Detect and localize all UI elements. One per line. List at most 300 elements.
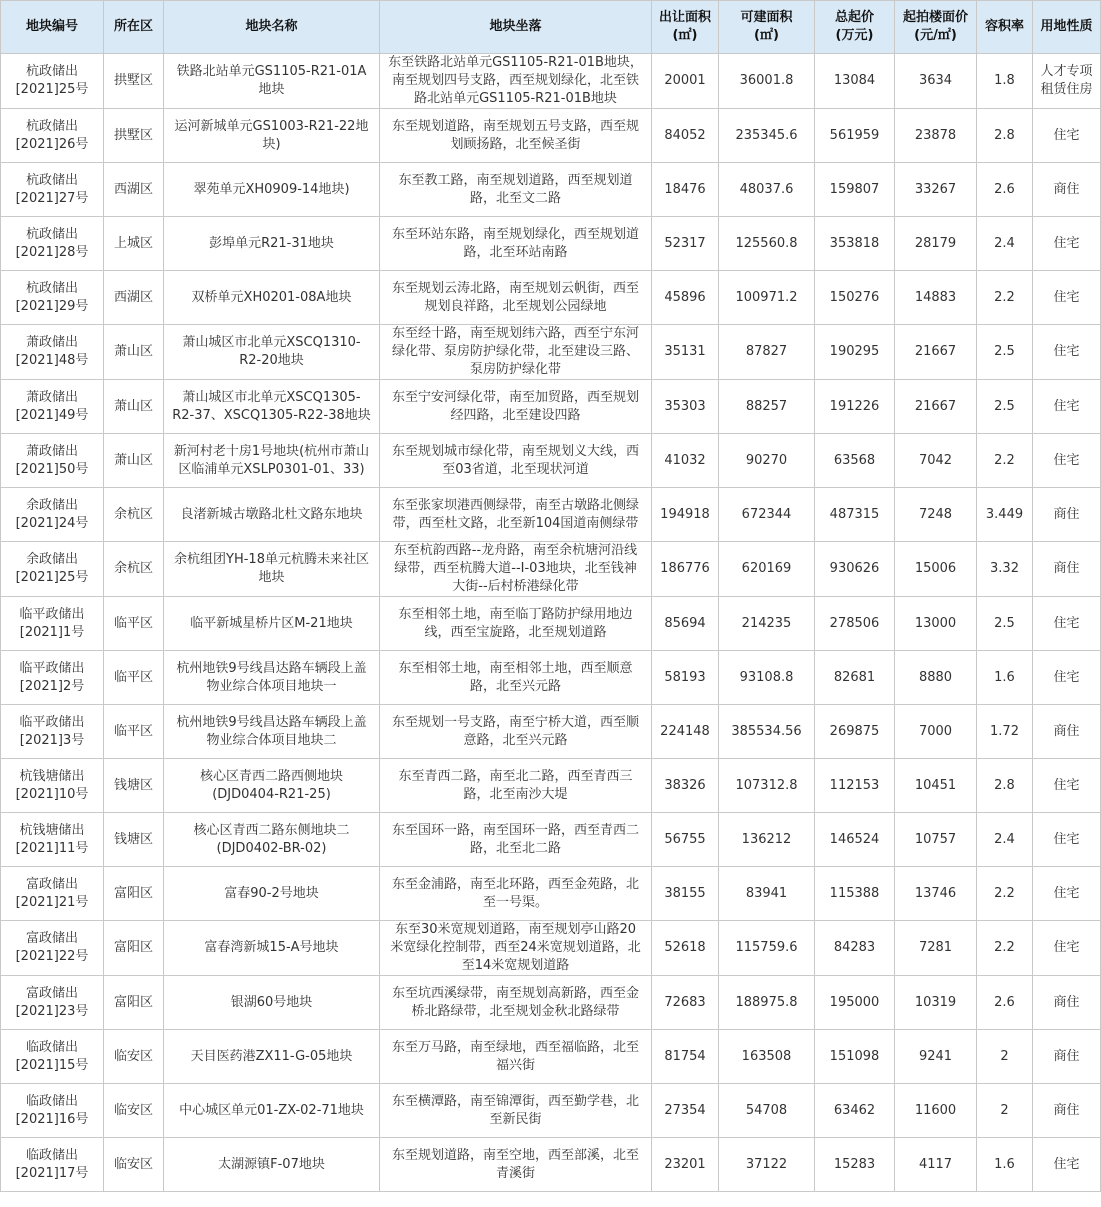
cell-location (380, 759, 652, 813)
cell-id-line: [2021]11号 (15, 840, 89, 856)
cell-location-line: 南至规划四号支路，西至规划绿化，北至铁 (391, 73, 639, 88)
table-row (1, 1030, 1101, 1084)
cell-id-line: 富政储出 (25, 931, 78, 946)
header-build-area-line: 可建面积 (740, 10, 793, 25)
cell-id (1, 434, 104, 488)
cell-id-line: 杭政储出 (25, 280, 78, 296)
cell-name-line: 彭埠单元R21-31地块 (209, 235, 334, 251)
cell-area: 56755 (652, 813, 719, 867)
cell-far: 2 (977, 1084, 1033, 1138)
cell-name (164, 597, 380, 651)
cell-location-line: 东至相邻土地，南至相邻土地，西至顺意 (398, 660, 633, 676)
cell-id-line: 富政储出 (25, 985, 78, 1001)
cell-floor-price: 13000 (895, 597, 977, 651)
cell-name-line: 地块 (258, 82, 285, 97)
cell-district: 临平区 (104, 705, 164, 759)
cell-name (164, 325, 380, 380)
header-name: 地块名称 (164, 1, 380, 54)
cell-name (164, 163, 380, 217)
cell-location-line: 至03省道，北至现状河道 (442, 461, 589, 477)
cell-far: 2.5 (977, 597, 1033, 651)
cell-id-line: [2021]3号 (19, 732, 85, 748)
header-area-line: 出让面积 (658, 10, 711, 25)
table-row (1, 867, 1101, 921)
table-row (1, 380, 1101, 434)
cell-floor-price: 10757 (895, 813, 977, 867)
cell-name (164, 380, 380, 434)
cell-location-line: 东至规划一号支路，南至宁桥大道，西至顺 (391, 714, 639, 730)
cell-floor-price: 11600 (895, 1084, 977, 1138)
cell-location-line: 至一号渠。 (482, 894, 548, 910)
cell-name-line: 富春湾新城15-A号地块 (204, 940, 339, 955)
cell-build-area: 83941 (719, 867, 815, 921)
cell-usage (1033, 976, 1101, 1030)
cell-district: 临平区 (104, 651, 164, 705)
cell-id-line: 萧政储出 (25, 443, 78, 459)
table-row (1, 488, 1101, 542)
cell-district: 西湖区 (104, 271, 164, 325)
cell-start-price: 112153 (815, 759, 895, 813)
cell-district: 拱墅区 (104, 54, 164, 109)
cell-usage (1033, 813, 1101, 867)
cell-far: 2.2 (977, 921, 1033, 976)
cell-id (1, 651, 104, 705)
cell-floor-price: 33267 (895, 163, 977, 217)
cell-id (1, 542, 104, 597)
cell-location-line: 东至规划城市绿化带，南至规划义大线，西 (391, 443, 639, 459)
cell-area: 23201 (652, 1138, 719, 1192)
cell-location (380, 163, 652, 217)
cell-id-line: [2021]10号 (15, 786, 89, 802)
cell-start-price: 82681 (815, 651, 895, 705)
cell-location-line: 东至金浦路，南至北环路，西至金苑路，北 (391, 876, 639, 892)
cell-id-line: [2021]27号 (15, 190, 89, 206)
table-row (1, 109, 1101, 163)
cell-far: 1.8 (977, 54, 1033, 109)
cell-start-price: 195000 (815, 976, 895, 1030)
cell-far: 2 (977, 1030, 1033, 1084)
cell-location-line: 东至经十路，南至规划纬六路，西至宁东河 (391, 326, 639, 341)
table-row (1, 597, 1101, 651)
cell-location (380, 976, 652, 1030)
cell-name (164, 1138, 380, 1192)
cell-district: 西湖区 (104, 163, 164, 217)
cell-build-area: 163508 (719, 1030, 815, 1084)
cell-id-line: 萧政储出 (25, 389, 78, 405)
cell-far: 2.2 (977, 434, 1033, 488)
cell-usage (1033, 434, 1101, 488)
cell-name (164, 759, 380, 813)
cell-usage-line: 住宅 (1053, 452, 1080, 468)
cell-usage (1033, 1138, 1101, 1192)
cell-location-line: 东至杭韵西路--龙舟路，南至余杭塘河沿线 (393, 543, 638, 558)
cell-id-line: [2021]25号 (15, 82, 89, 97)
cell-id-line: 临平政储出 (19, 714, 85, 730)
cell-far: 1.6 (977, 1138, 1033, 1192)
cell-usage-line: 住宅 (1053, 398, 1080, 414)
cell-location (380, 597, 652, 651)
cell-id-line: 杭政储出 (25, 118, 78, 134)
cell-name (164, 271, 380, 325)
cell-district: 钱塘区 (104, 759, 164, 813)
cell-usage-line: 租赁住房 (1040, 82, 1093, 97)
cell-name-line: 核心区青西二路西侧地块 (199, 768, 343, 784)
table-row (1, 1138, 1101, 1192)
cell-usage-line: 商住 (1053, 506, 1080, 522)
cell-build-area: 93108.8 (719, 651, 815, 705)
cell-build-area: 54708 (719, 1084, 815, 1138)
header-start-price-line: 总起价 (834, 10, 874, 25)
cell-id-line: [2021]15号 (15, 1057, 89, 1073)
cell-usage (1033, 54, 1101, 109)
cell-id-line: [2021]21号 (15, 894, 89, 910)
cell-usage-line: 住宅 (1053, 289, 1080, 305)
cell-usage-line: 住宅 (1053, 831, 1080, 847)
cell-name-line: 块) (262, 136, 281, 152)
cell-area: 52618 (652, 921, 719, 976)
cell-start-price: 63568 (815, 434, 895, 488)
cell-area: 52317 (652, 217, 719, 271)
cell-name (164, 867, 380, 921)
table-row (1, 1084, 1101, 1138)
cell-location-line: 路，北至北二路 (469, 840, 561, 856)
cell-location (380, 1138, 652, 1192)
cell-id (1, 597, 104, 651)
cell-floor-price: 10451 (895, 759, 977, 813)
cell-name-line: 余杭组团YH-18单元杭腾未来社区 (174, 552, 369, 567)
cell-name (164, 921, 380, 976)
header-usage: 用地性质 (1033, 1, 1101, 54)
cell-build-area: 100971.2 (719, 271, 815, 325)
cell-id-line: [2021]22号 (15, 949, 89, 964)
cell-build-area: 214235 (719, 597, 815, 651)
cell-far: 2.6 (977, 976, 1033, 1030)
table-row (1, 54, 1101, 109)
cell-start-price: 13084 (815, 54, 895, 109)
cell-far: 2.5 (977, 380, 1033, 434)
header-area (652, 1, 719, 54)
cell-id-line: 杭政储出 (25, 226, 78, 242)
cell-build-area: 235345.6 (719, 109, 815, 163)
cell-area: 72683 (652, 976, 719, 1030)
cell-id-line: [2021]28号 (15, 244, 89, 260)
cell-location-line: 带，西至杜文路，北至新104国道南侧绿带 (392, 515, 639, 531)
cell-district: 上城区 (104, 217, 164, 271)
cell-area: 85694 (652, 597, 719, 651)
cell-usage (1033, 921, 1101, 976)
cell-usage (1033, 380, 1101, 434)
cell-area: 186776 (652, 542, 719, 597)
cell-area: 35131 (652, 325, 719, 380)
cell-id (1, 325, 104, 380)
cell-name (164, 651, 380, 705)
cell-location-line: 划顾扬路，北至候圣街 (450, 136, 581, 152)
cell-build-area: 48037.6 (719, 163, 815, 217)
cell-district: 富阳区 (104, 867, 164, 921)
cell-location-line: 福兴街 (495, 1057, 535, 1073)
cell-id-line: [2021]23号 (15, 1003, 89, 1019)
cell-floor-price: 14883 (895, 271, 977, 325)
cell-usage-line: 商住 (1053, 1048, 1080, 1064)
cell-location (380, 325, 652, 380)
cell-start-price: 930626 (815, 542, 895, 597)
cell-district: 拱墅区 (104, 109, 164, 163)
cell-location (380, 271, 652, 325)
table-row (1, 976, 1101, 1030)
cell-usage (1033, 867, 1101, 921)
cell-build-area: 107312.8 (719, 759, 815, 813)
cell-floor-price: 8880 (895, 651, 977, 705)
cell-id-line: [2021]29号 (15, 298, 89, 314)
cell-location-line: 东至坑西溪绿带，南至规划高新路，西至金 (391, 985, 639, 1001)
cell-location (380, 488, 652, 542)
cell-id (1, 271, 104, 325)
cell-name-line: 天目医药港ZX11-G-05地块 (190, 1048, 353, 1064)
cell-area: 224148 (652, 705, 719, 759)
cell-name-line: 富春90-2号地块 (224, 885, 319, 901)
cell-location (380, 217, 652, 271)
table-row (1, 163, 1101, 217)
cell-usage-line: 住宅 (1053, 940, 1080, 955)
cell-area: 81754 (652, 1030, 719, 1084)
cell-floor-price: 9241 (895, 1030, 977, 1084)
table-row (1, 705, 1101, 759)
header-start-price (815, 1, 895, 54)
cell-name-line: (DJD0404-R21-25) (212, 786, 331, 802)
cell-district: 钱塘区 (104, 813, 164, 867)
cell-id-line: 临平政储出 (19, 606, 85, 622)
cell-district: 余杭区 (104, 542, 164, 597)
cell-usage-line: 住宅 (1053, 669, 1080, 685)
cell-location-line: 青溪街 (495, 1165, 535, 1181)
cell-build-area: 90270 (719, 434, 815, 488)
cell-district: 临安区 (104, 1030, 164, 1084)
cell-id (1, 976, 104, 1030)
cell-location-line: 东至相邻土地，南至临丁路防护绿用地边 (398, 606, 633, 622)
cell-name-line: 双桥单元XH0201-08A地块 (191, 289, 352, 305)
cell-far: 1.72 (977, 705, 1033, 759)
cell-id (1, 1138, 104, 1192)
cell-usage-line: 住宅 (1053, 235, 1080, 251)
cell-location (380, 867, 652, 921)
cell-build-area: 88257 (719, 380, 815, 434)
cell-location-line: 路，北至南沙大堤 (463, 786, 568, 802)
cell-usage (1033, 651, 1101, 705)
cell-location-line: 东至宁安河绿化带，南至加贸路，西至规划 (391, 389, 639, 405)
cell-id-line: [2021]50号 (15, 461, 89, 477)
cell-name-line: 杭州地铁9号线昌达路车辆段上盖 (176, 660, 367, 676)
cell-usage-line: 住宅 (1053, 615, 1080, 631)
cell-start-price: 146524 (815, 813, 895, 867)
cell-location-line: 东至规划云涛北路，南至规划云帆街，西至 (391, 280, 639, 296)
cell-floor-price: 23878 (895, 109, 977, 163)
cell-id-line: 萧政储出 (25, 335, 78, 350)
cell-location-line: 东至国环一路，南至国环一路，西至青西二 (391, 822, 639, 838)
cell-id (1, 54, 104, 109)
cell-far: 1.6 (977, 651, 1033, 705)
cell-name-line: 杭州地铁9号线昌达路车辆段上盖 (176, 714, 367, 730)
cell-id-line: [2021]25号 (15, 570, 89, 585)
cell-name-line: 萧山城区市北单元XSCQ1310- (182, 335, 361, 350)
cell-build-area: 385534.56 (719, 705, 815, 759)
cell-district: 余杭区 (104, 488, 164, 542)
cell-location (380, 813, 652, 867)
cell-name-line: 地块 (258, 570, 285, 585)
cell-id-line: 余政储出 (25, 552, 78, 567)
cell-name-line: 良渚新城古墩路北杜文路东地块 (180, 506, 363, 522)
cell-location-line: 泵房防护绿化带 (469, 362, 561, 377)
cell-usage-line: 商住 (1053, 1102, 1080, 1118)
cell-floor-price: 21667 (895, 325, 977, 380)
cell-name (164, 705, 380, 759)
cell-id-line: [2021]2号 (19, 678, 85, 694)
cell-id-line: 临政储出 (25, 1039, 78, 1055)
cell-area: 84052 (652, 109, 719, 163)
cell-usage (1033, 1084, 1101, 1138)
cell-name-line: 中心城区单元01-ZX-02-71地块 (179, 1102, 364, 1118)
cell-id-line: 临政储出 (25, 1093, 78, 1109)
cell-location (380, 921, 652, 976)
cell-far: 2.4 (977, 217, 1033, 271)
cell-start-price: 278506 (815, 597, 895, 651)
cell-start-price: 159807 (815, 163, 895, 217)
header-build-area (719, 1, 815, 54)
table-body (1, 54, 1101, 1192)
cell-floor-price: 13746 (895, 867, 977, 921)
cell-usage-line: 商住 (1053, 561, 1080, 576)
cell-district: 临安区 (104, 1084, 164, 1138)
cell-location-line: 东至横潭路，南至锦潭街，西至勤学巷，北 (391, 1093, 639, 1109)
cell-name (164, 434, 380, 488)
header-floor-price-line: 起拍楼面价 (902, 10, 968, 25)
cell-id (1, 813, 104, 867)
cell-id-line: 杭钱塘储出 (19, 822, 85, 838)
cell-id (1, 109, 104, 163)
cell-far: 2.5 (977, 325, 1033, 380)
cell-start-price: 84283 (815, 921, 895, 976)
cell-build-area: 87827 (719, 325, 815, 380)
cell-usage (1033, 542, 1101, 597)
header-id: 地块编号 (1, 1, 104, 54)
cell-start-price: 191226 (815, 380, 895, 434)
cell-id (1, 705, 104, 759)
cell-location-line: 至14米宽规划道路 (461, 958, 570, 973)
cell-location-line: 东至30米宽规划道路，南至规划亭山路20 (394, 922, 637, 937)
cell-district: 临安区 (104, 1138, 164, 1192)
cell-location-line: 路，北至文二路 (469, 190, 561, 206)
cell-usage (1033, 488, 1101, 542)
cell-location-line: 米宽绿化控制带，西至24米宽规划道路，北 (390, 940, 641, 955)
cell-usage-line: 住宅 (1053, 777, 1080, 793)
cell-start-price: 269875 (815, 705, 895, 759)
cell-location (380, 542, 652, 597)
cell-usage (1033, 109, 1101, 163)
cell-id-line: 杭钱塘储出 (19, 768, 85, 784)
cell-usage-line: 人才专项 (1040, 64, 1093, 79)
cell-usage (1033, 271, 1101, 325)
cell-usage-line: 商住 (1053, 723, 1080, 739)
cell-district: 萧山区 (104, 434, 164, 488)
cell-name-line: 萧山城区市北单元XSCQ1305- (182, 389, 361, 405)
cell-far: 2.8 (977, 109, 1033, 163)
cell-floor-price: 7042 (895, 434, 977, 488)
cell-location (380, 109, 652, 163)
cell-name (164, 109, 380, 163)
cell-location-line: 东至规划道路，南至规划五号支路，西至规 (391, 118, 639, 134)
cell-id (1, 1030, 104, 1084)
cell-id (1, 921, 104, 976)
cell-location-line: 东至铁路北站单元GS1105-R21-01B地块， (388, 55, 643, 70)
cell-build-area: 115759.6 (719, 921, 815, 976)
cell-start-price: 151098 (815, 1030, 895, 1084)
cell-name (164, 813, 380, 867)
cell-far: 2.2 (977, 271, 1033, 325)
cell-name-line: R2-20地块 (239, 353, 304, 368)
cell-usage-line: 住宅 (1053, 885, 1080, 901)
cell-location-line: 桥北路绿带，北至规划金秋北路绿带 (411, 1003, 620, 1019)
cell-area: 41032 (652, 434, 719, 488)
cell-start-price: 487315 (815, 488, 895, 542)
cell-name (164, 217, 380, 271)
cell-build-area: 36001.8 (719, 54, 815, 109)
cell-usage (1033, 759, 1101, 813)
cell-name-line: 翠苑单元XH0909-14地块) (193, 181, 350, 197)
cell-id-line: 临平政储出 (19, 660, 85, 676)
cell-floor-price: 15006 (895, 542, 977, 597)
cell-usage-line: 住宅 (1053, 127, 1080, 143)
header-floor-price (895, 1, 977, 54)
cell-location (380, 54, 652, 109)
cell-district: 萧山区 (104, 380, 164, 434)
cell-id (1, 1084, 104, 1138)
cell-area: 20001 (652, 54, 719, 109)
cell-location-line: 东至万马路，南至绿地，西至福临路，北至 (391, 1039, 639, 1055)
cell-id (1, 867, 104, 921)
cell-name-line: 新河村老十房1号地块(杭州市萧山 (173, 443, 370, 459)
cell-start-price: 561959 (815, 109, 895, 163)
table-row (1, 921, 1101, 976)
cell-location-line: 东至规划道路，南至空地，西至部溪，北至 (391, 1147, 639, 1163)
table-row (1, 651, 1101, 705)
cell-build-area: 37122 (719, 1138, 815, 1192)
table-row (1, 759, 1101, 813)
cell-build-area: 125560.8 (719, 217, 815, 271)
cell-id (1, 380, 104, 434)
cell-id-line: [2021]1号 (19, 624, 85, 640)
cell-far: 2.6 (977, 163, 1033, 217)
cell-name-line: 核心区青西二路东侧地块二 (193, 822, 350, 838)
cell-id-line: 杭政储出 (25, 172, 78, 188)
cell-location (380, 1084, 652, 1138)
cell-build-area: 620169 (719, 542, 815, 597)
cell-start-price: 15283 (815, 1138, 895, 1192)
cell-location (380, 1030, 652, 1084)
header-area-unit: (㎡) (672, 28, 698, 43)
cell-name (164, 976, 380, 1030)
cell-floor-price: 10319 (895, 976, 977, 1030)
cell-location-line: 路，北至环站南路 (463, 244, 568, 260)
cell-id (1, 163, 104, 217)
cell-name (164, 1084, 380, 1138)
cell-area: 38326 (652, 759, 719, 813)
cell-name-line: 银湖60号地块 (230, 994, 313, 1010)
cell-location-line: 经四路，北至建设四路 (450, 407, 581, 423)
header-build-area-unit: (㎡) (754, 28, 779, 43)
cell-start-price: 63462 (815, 1084, 895, 1138)
cell-name-line: 临平新城星桥片区M-21地块 (190, 615, 353, 631)
cell-floor-price: 4117 (895, 1138, 977, 1192)
cell-usage-line: 住宅 (1053, 1156, 1080, 1172)
